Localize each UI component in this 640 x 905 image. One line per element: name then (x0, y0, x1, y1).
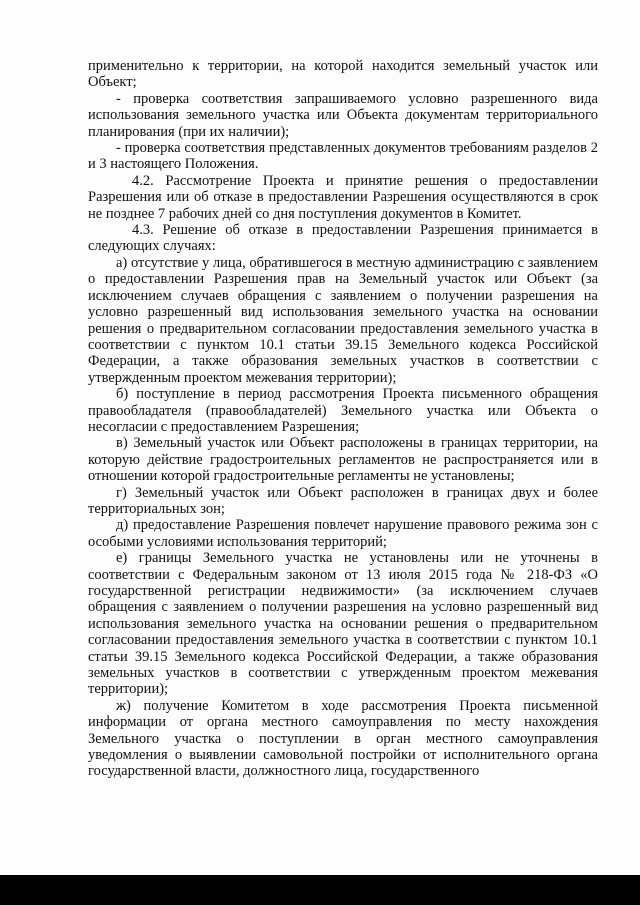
paragraph: е) границы Земельного участка не установлены или не уточнены в соответствии с Федеральным законом от 13 июля 2015 года № 218-ФЗ «О государственной регистрации недвижимости» (за исключением случаев обращения с заявлением о получении разрешения на условно разрешенный вид использования земельного участка на основании решения о предварительном согласовании предоставления земельного участка в соответствии с пунктом 10.1 статьи 39.15 Земельного кодекса Российской Федерации, а также образования земельных участков в соответствии с утвержденным проектом межевания территории); (88, 550, 598, 698)
paragraph: - проверка соответствия представленных документов требованиям разделов 2 и 3 настоящего Положения. (88, 140, 598, 173)
paragraph: б) поступление в период рассмотрения Проекта письменного обращения правообладателя (правообладателей) Земельного участка или Объекта о несогласии с предоставлением Разрешения; (88, 386, 598, 435)
scan-border (0, 875, 640, 905)
paragraph: а) отсутствие у лица, обратившегося в местную администрацию с заявлением о предоставлении Разрешения прав на Земельный участок или Объект (за исключением случаев обращения с заявлением о получении разрешения на условно разрешенный вид использования земельного участка на основании решения о предварительном согласовании предоставления земельного участка в соответствии с пунктом 10.1 статьи 39.15 Земельного кодекса Российской Федерации, а также образования земельных участков в соответствии с утвержденным проектом межевания территории); (88, 254, 598, 386)
paragraph: г) Земельный участок или Объект расположен в границах двух и более территориальных зон; (88, 484, 598, 517)
paragraph: 4.3. Решение об отказе в предоставлении Разрешения принимается в следующих случаях: (88, 222, 598, 255)
paragraph: в) Земельный участок или Объект расположены в границах территории, на которую действие градостроительных регламентов не распространяется или в отношении которой градостроительные регламенты не установлены; (88, 435, 598, 485)
paragraph: ж) получение Комитетом в ходе рассмотрения Проекта письменной информации от органа местного самоуправления по месту нахождения Земельного участка о поступлении в орган местного самоуправления уведомления о выявлении самовольной постройки от исполнительного органа государственной власти, должностного лица, государственного (88, 697, 598, 780)
document-body (88, 58, 598, 780)
paragraph: - проверка соответствия запрашиваемого условно разрешенного вида использования земельного участка или Объекта документам территориального планирования (при их наличии); (88, 90, 598, 140)
paragraph: д) предоставление Разрешения повлечет нарушение правового режима зон с особыми условиями использования территорий; (88, 517, 598, 550)
paragraph: 4.2. Рассмотрение Проекта и принятие решения о предоставлении Разрешения или об отказе в предоставлении Разрешения осуществляются в срок не позднее 7 рабочих дней со дня поступления документов в Комитет. (88, 172, 598, 222)
paragraph: применительно к территории, на которой находится земельный участок или Объект; (88, 58, 598, 91)
